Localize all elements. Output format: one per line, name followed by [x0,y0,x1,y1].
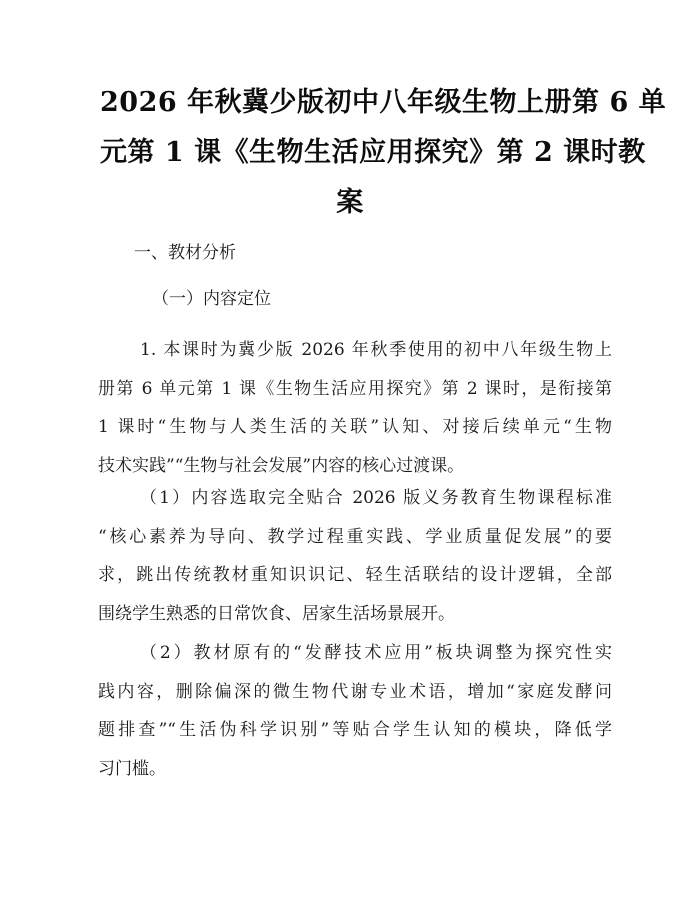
document-title [100,78,667,228]
title-line-3: 案 [336,187,364,218]
paragraph-line: 求，跳出传统教材重知识识记、轻生活联结的设计逻辑，全部 [98,565,612,585]
paragraph-1 [98,331,612,485]
paragraph-line: 践内容，删除偏深的微生物代谢专业术语，增加“家庭发酵问 [98,681,612,702]
subsection-heading: （一）内容定位 [152,289,271,309]
paragraph-line: （2）教材原有的“发酵技术应用”板块调整为探究性实 [140,643,612,663]
paragraph-2 [98,479,612,633]
paragraph-line: 题排查”“生活伪科学识别”等贴合学生认知的模块，降低学 [98,720,612,740]
paragraph-line: 1 课时“生物与人类生活的关联”认知、对接后续单元“生物 [98,417,612,437]
paragraph-line: 1. 本课时为冀少版 2026 年秋季使用的初中八年级生物上 [140,340,612,360]
title-line-1: 2026 年秋冀少版初中八年级生物上册第 6 单 [100,87,667,118]
paragraph-line: 习门槛。 [98,758,166,779]
paragraph-line: “核心素养为导向、教学过程重实践、学业质量促发展”的要 [98,526,612,547]
paragraph-line: 册第 6 单元第 1 课《生物生活应用探究》第 2 课时，是衔接第 [98,378,612,399]
paragraph-3 [98,634,612,788]
section-heading: 一、教材分析 [134,243,236,263]
paragraph-line: 围绕学生熟悉的日常饮食、居家生活场景展开。 [98,603,455,624]
title-line-2: 元第 1 课《生物生活应用探究》第 2 课时教 [100,137,646,168]
paragraph-line: 技术实践”“生物与社会发展”内容的核心过渡课。 [98,455,465,476]
paragraph-line: （1）内容选取完全贴合 2026 版义务教育生物课程标准 [140,488,612,508]
